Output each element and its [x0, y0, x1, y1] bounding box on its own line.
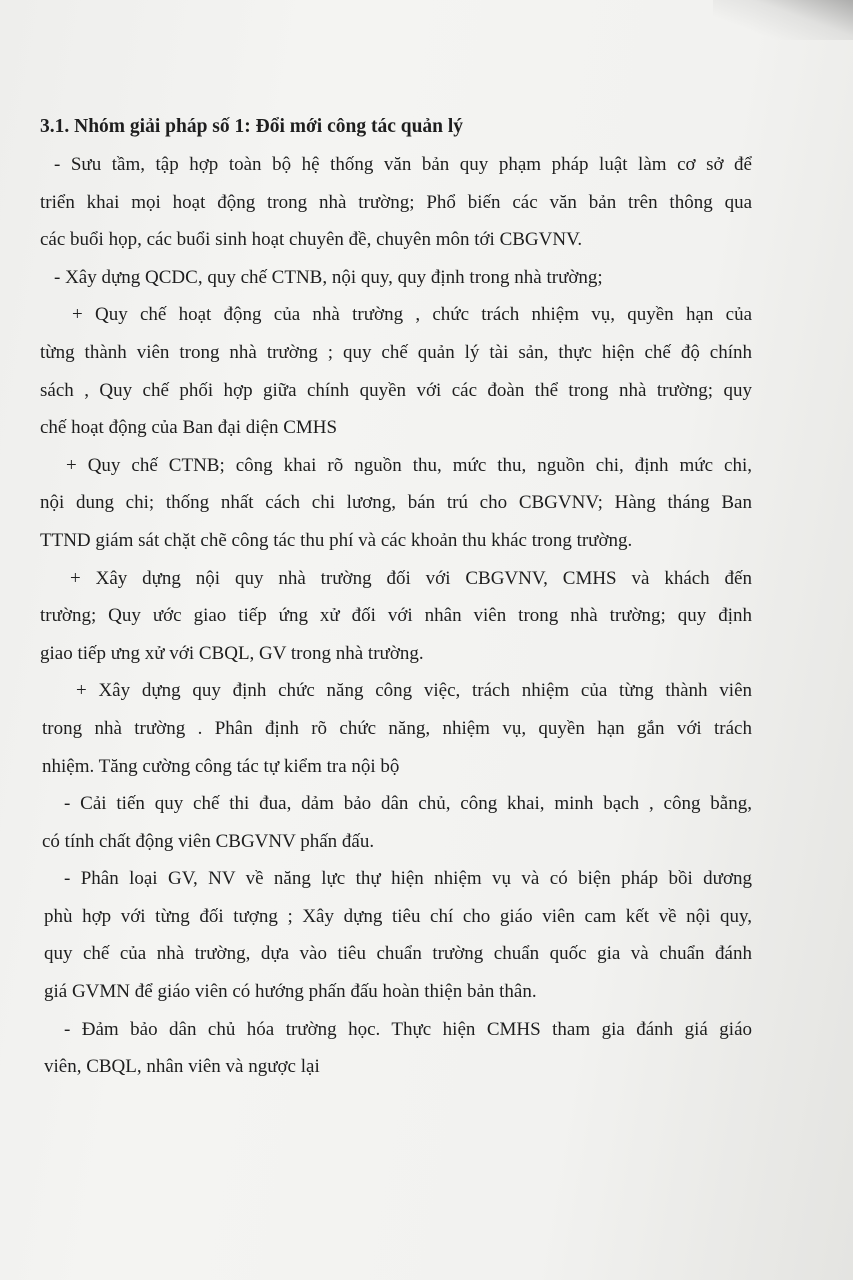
text-line: + Xây dựng nội quy nhà trường đối với CBGVNV, CMHS và khách đến [70, 567, 752, 589]
page-corner-shadow [713, 0, 853, 40]
text-line: nhiệm. Tăng cường công tác tự kiểm tra nội bộ [42, 755, 400, 777]
text-line: + Quy chế hoạt động của nhà trường , chức trách nhiệm vụ, quyền hạn của [72, 304, 752, 326]
text-line: - Xây dựng QCDC, quy chế CTNB, nội quy, quy định trong nhà trường; [54, 266, 603, 288]
text-line: - Đảm bảo dân chủ hóa trường học. Thực hiện CMHS tham gia đánh giá giáo [64, 1018, 752, 1040]
text-line: quy chế của nhà trường, dựa vào tiêu chuẩn trường chuẩn quốc gia và chuẩn đánh [44, 943, 752, 965]
text-line: TTND giám sát chặt chẽ công tác thu phí và các khoản thu khác trong trường. [40, 529, 633, 551]
text-line: trong nhà trường . Phân định rõ chức năng, nhiệm vụ, quyền hạn gắn với trách [42, 717, 752, 739]
paragraph-lines [40, 146, 752, 1086]
text-line: giao tiếp ưng xử với CBQL, GV trong nhà trường. [40, 642, 424, 664]
text-line: triển khai mọi hoạt động trong nhà trường; Phổ biến các văn bản trên thông qua [40, 191, 752, 213]
section-heading: 3.1. Nhóm giải pháp số 1: Đổi mới công tác quản lý [40, 116, 464, 137]
text-line: + Quy chế CTNB; công khai rõ nguồn thu, mức thu, nguồn chi, định mức chi, [66, 454, 752, 476]
text-line: nội dung chi; thống nhất cách chi lương, bán trú cho CBGVNV; Hàng tháng Ban [40, 492, 752, 514]
text-line: các buổi họp, các buổi sinh hoạt chuyên đề, chuyên môn tới CBGVNV. [40, 229, 583, 251]
text-line: sách , Quy chế phối hợp giữa chính quyền với các đoàn thể trong nhà trường; quy [40, 379, 752, 401]
text-line: - Sưu tầm, tập hợp toàn bộ hệ thống văn bản quy phạm pháp luật làm cơ sở để [54, 154, 752, 175]
text-line: viên, CBQL, nhân viên và ngược lại [44, 1056, 320, 1078]
text-line: + Xây dựng quy định chức năng công việc, trách nhiệm của từng thành viên [76, 680, 752, 702]
text-block [40, 108, 752, 1086]
text-line: - Cải tiến quy chế thi đua, dảm bảo dân chủ, công khai, minh bạch , công bằng, [64, 793, 752, 815]
text-line: có tính chất động viên CBGVNV phấn đấu. [42, 830, 375, 852]
text-line: chế hoạt động của Ban đại diện CMHS [40, 417, 338, 439]
text-line: trường; Quy ước giao tiếp ứng xử đối với nhân viên trong nhà trường; quy định [40, 605, 752, 627]
text-line: - Phân loại GV, NV về năng lực thự hiện nhiệm vụ và có biện pháp bồi dương [64, 868, 752, 890]
text-line: giá GVMN để giáo viên có hướng phấn đấu hoàn thiện bản thân. [44, 981, 537, 1003]
text-line: từng thành viên trong nhà trường ; quy chế quản lý tài sản, thực hiện chế độ chính [40, 341, 752, 363]
text-line: phù hợp với từng đối tượng ; Xây dựng tiêu chí cho giáo viên cam kết về nội quy, [44, 905, 752, 927]
